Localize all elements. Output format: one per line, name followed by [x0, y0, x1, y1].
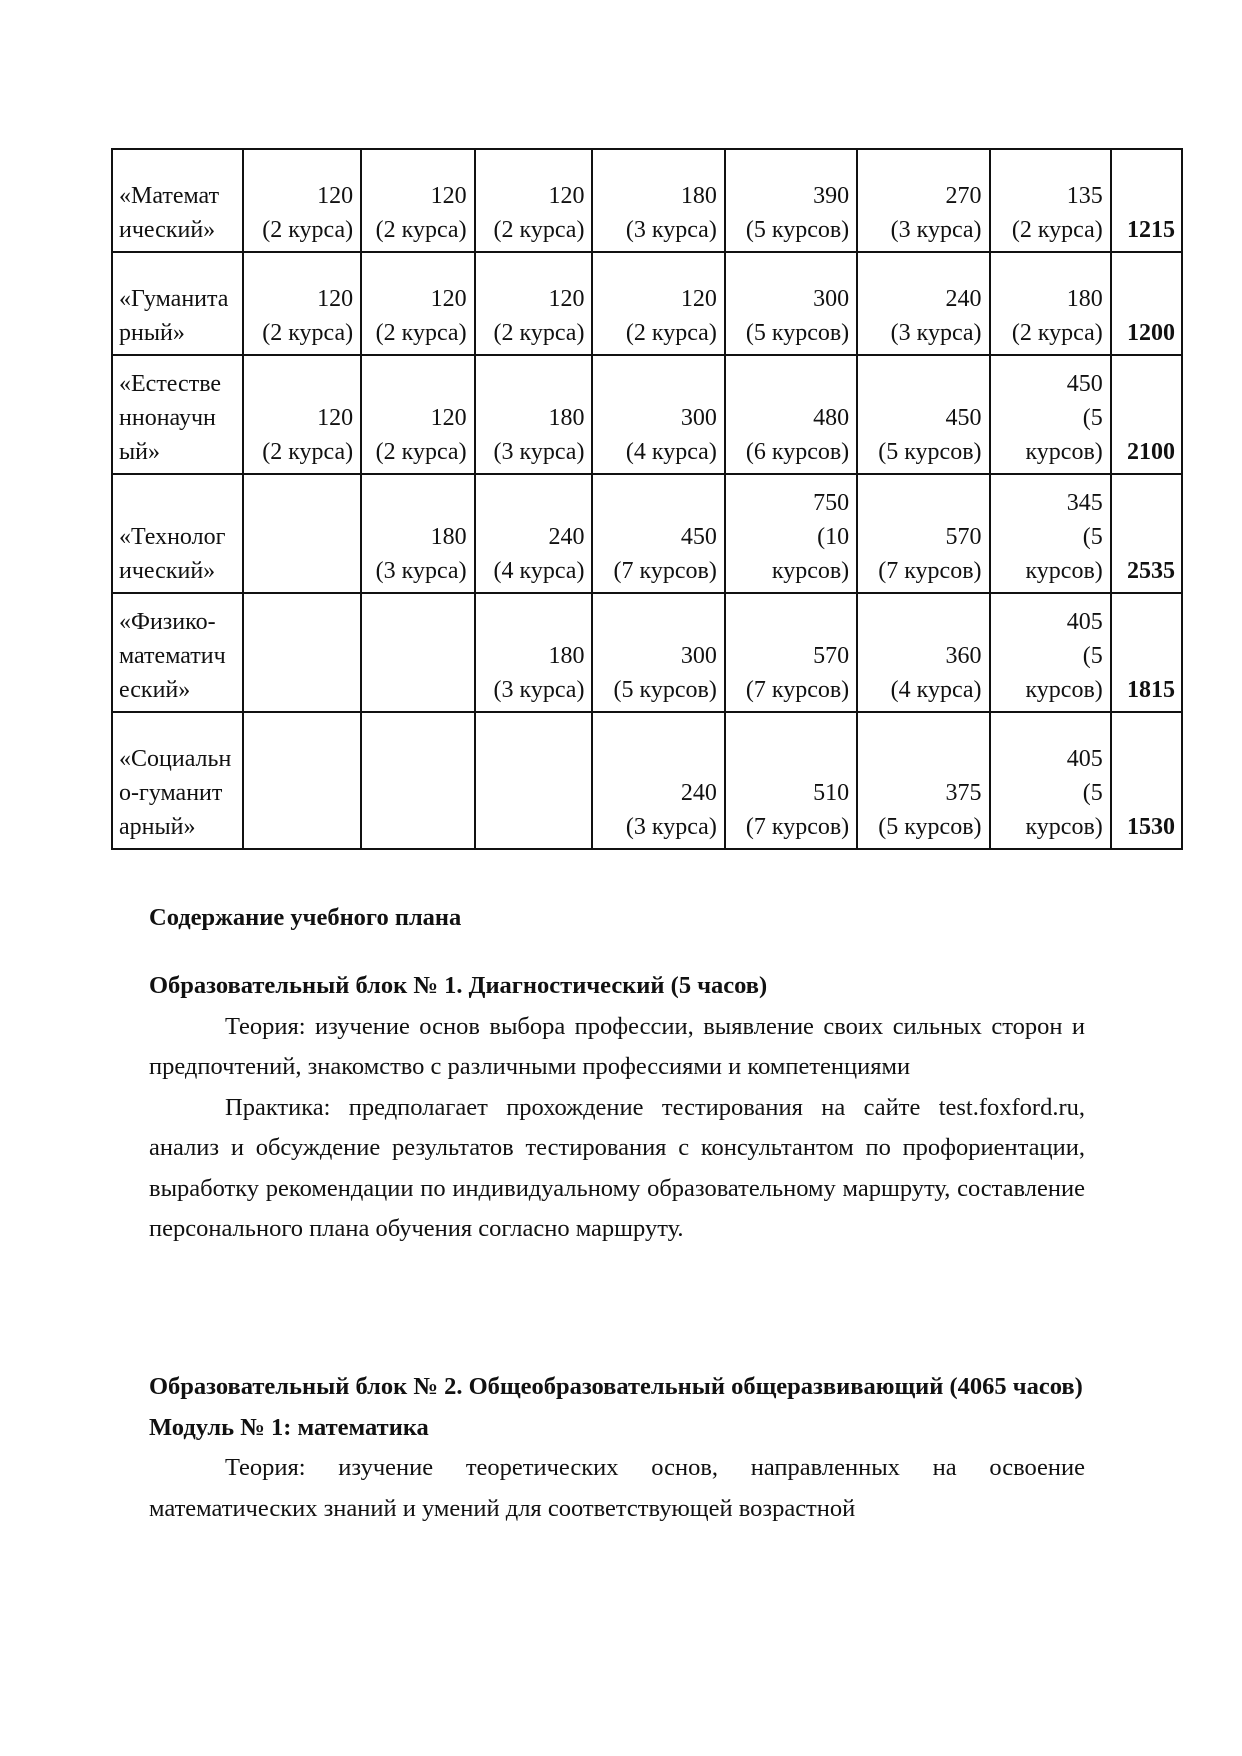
courses-count: (2 курса) [625, 320, 717, 346]
hours-value: 405 [1066, 746, 1103, 772]
hours-cell [592, 474, 724, 593]
courses-count: курсов) [771, 558, 850, 584]
hours-cell [475, 149, 593, 252]
profile-name-line: «Технолог [119, 524, 226, 550]
module1-title: Модуль № 1: математика [149, 1413, 429, 1441]
hours-value: 180 [548, 405, 585, 431]
hours-cell [243, 712, 361, 849]
courses-count: (2 курса) [262, 320, 354, 346]
hours-cell [725, 355, 857, 474]
section-title: Содержание учебного плана [149, 904, 462, 931]
hours-cell [361, 355, 474, 474]
hours-value: 120 [430, 405, 467, 431]
courses-count: курсов) [1025, 439, 1103, 465]
courses-count: курсов) [1025, 558, 1103, 584]
block1-title: Образовательный блок № 1. Диагностический (5 часов) [149, 972, 768, 999]
profile-name-line: ый» [119, 439, 160, 465]
hours-value: 480 [813, 405, 850, 431]
block2-section [149, 1367, 1085, 1529]
hours-cell [475, 355, 593, 474]
hours-cell [592, 355, 724, 474]
hours-cell [475, 474, 593, 593]
hours-cell [243, 474, 361, 593]
hours-value: 120 [430, 286, 467, 312]
hours-cell [725, 474, 857, 593]
hours-value: 375 [945, 780, 982, 806]
table-row [112, 474, 1182, 593]
hours-value: 180 [430, 524, 467, 550]
profile-name-line: «Математ [119, 183, 220, 209]
hours-value: 180 [1066, 286, 1103, 312]
courses-count: (7 курсов) [745, 814, 850, 840]
hours-cell [592, 149, 724, 252]
hours-cell [243, 252, 361, 355]
courses-count: (5 [1082, 405, 1103, 431]
total-hours-cell: 1200 [1111, 252, 1182, 355]
hours-cell [592, 712, 724, 849]
hours-cell [475, 593, 593, 712]
hours-cell [243, 355, 361, 474]
hours-cell [475, 712, 593, 849]
hours-value: 120 [430, 183, 467, 209]
courses-count: (2 курса) [1011, 320, 1103, 346]
courses-count: (2 курса) [1011, 217, 1103, 243]
hours-cell [725, 593, 857, 712]
courses-count: (2 курса) [262, 217, 354, 243]
hours-cell [990, 355, 1111, 474]
hours-cell [857, 149, 989, 252]
hours-value: 120 [317, 286, 354, 312]
hours-cell [475, 252, 593, 355]
hours-cell [361, 712, 474, 849]
curriculum-table-body [112, 149, 1182, 849]
hours-cell [857, 355, 989, 474]
courses-count: (2 курса) [375, 439, 467, 465]
hours-value: 300 [680, 405, 717, 431]
table-row [112, 712, 1182, 849]
courses-count: (3 курса) [375, 558, 467, 584]
hours-cell [857, 252, 989, 355]
profile-name-line: о-гуманит [119, 780, 223, 806]
profile-name-line: «Естестве [119, 371, 222, 397]
courses-count: (3 курса) [890, 320, 982, 346]
courses-count: (4 курса) [625, 439, 717, 465]
courses-count: (5 [1082, 524, 1103, 550]
hours-value: 405 [1066, 609, 1103, 635]
profile-name-cell [112, 474, 243, 593]
courses-count: (5 [1082, 780, 1103, 806]
block2-title: Образовательный блок № 2. Общеобразовательный общеразвивающий (4065 часов) [149, 1373, 1083, 1400]
profile-name-cell [112, 593, 243, 712]
hours-value: 240 [945, 286, 982, 312]
profile-name-cell [112, 355, 243, 474]
courses-count: (4 курса) [890, 677, 982, 703]
hours-cell [725, 149, 857, 252]
table-row [112, 252, 1182, 355]
courses-count: (5 [1082, 643, 1103, 669]
courses-count: (6 курсов) [745, 439, 850, 465]
total-hours-cell: 1215 [1111, 149, 1182, 252]
hours-value: 510 [813, 780, 850, 806]
hours-value: 570 [813, 643, 850, 669]
curriculum-table [111, 148, 1183, 850]
courses-count: (2 курса) [493, 320, 585, 346]
profile-name-line: рный» [119, 320, 185, 346]
table-row [112, 355, 1182, 474]
hours-cell [990, 593, 1111, 712]
courses-count: (5 курсов) [745, 217, 850, 243]
profile-name-line: ннонаучн [119, 405, 216, 431]
table-row [112, 149, 1182, 252]
hours-cell [361, 474, 474, 593]
courses-count: (7 курсов) [613, 558, 717, 584]
hours-cell [990, 474, 1111, 593]
total-hours-cell: 2535 [1111, 474, 1182, 593]
hours-value: 300 [680, 643, 717, 669]
hours-value: 750 [813, 490, 850, 516]
profile-name-cell [112, 149, 243, 252]
hours-value: 450 [1066, 371, 1103, 397]
profile-name-line: еский» [119, 677, 191, 703]
courses-count: (7 курсов) [745, 677, 850, 703]
hours-cell [725, 712, 857, 849]
courses-count: (2 курса) [262, 439, 354, 465]
courses-count: курсов) [1025, 814, 1103, 840]
hours-value: 120 [317, 183, 354, 209]
hours-value: 135 [1066, 183, 1103, 209]
hours-value: 450 [945, 405, 982, 431]
courses-count: (3 курса) [493, 439, 585, 465]
courses-count: (4 курса) [493, 558, 585, 584]
hours-cell [361, 593, 474, 712]
total-hours-cell: 2100 [1111, 355, 1182, 474]
hours-cell [857, 712, 989, 849]
total-hours-cell: 1530 [1111, 712, 1182, 849]
courses-count: (5 курсов) [878, 814, 982, 840]
hours-cell [990, 252, 1111, 355]
hours-value: 120 [548, 183, 585, 209]
hours-value: 270 [945, 183, 982, 209]
block1-practice: Практика: предполагает прохождение тестирования на сайте test.foxford.ru, анализ и обсуждение результатов тестирования с консультантом по профориентации, выработку рекомендации по индивидуальному образовательному маршруту, составление персонального плана обучения согласно маршруту. [149, 1093, 1085, 1242]
hours-cell [990, 712, 1111, 849]
block1-section [149, 966, 1085, 1250]
profile-name-cell [112, 252, 243, 355]
hours-cell [361, 149, 474, 252]
courses-count: (5 курсов) [613, 677, 717, 703]
courses-count: (10 [817, 524, 850, 550]
block1-theory: Теория: изучение основ выбора профессии, выявление своих сильных сторон и предпочтений, знакомство с различными профессиями и компетенциями [149, 1012, 1085, 1080]
profile-name-line: ический» [119, 217, 216, 243]
section-title-block [149, 898, 1085, 939]
profile-name-cell [112, 712, 243, 849]
profile-name-line: «Гуманита [119, 286, 229, 312]
courses-count: (3 курса) [493, 677, 585, 703]
hours-value: 180 [680, 183, 717, 209]
profile-name-line: математич [119, 643, 226, 669]
courses-count: (3 курса) [625, 814, 717, 840]
courses-count: (7 курсов) [878, 558, 982, 584]
hours-value: 240 [548, 524, 585, 550]
hours-value: 120 [548, 286, 585, 312]
hours-value: 120 [680, 286, 717, 312]
profile-name-line: «Социальн [119, 746, 232, 772]
hours-value: 450 [680, 524, 717, 550]
courses-count: (3 курса) [890, 217, 982, 243]
profile-name-line: ический» [119, 558, 216, 584]
courses-count: (3 курса) [625, 217, 717, 243]
hours-value: 390 [813, 183, 850, 209]
hours-cell [592, 252, 724, 355]
total-hours-cell: 1815 [1111, 593, 1182, 712]
hours-value: 345 [1066, 490, 1103, 516]
courses-count: (5 курсов) [745, 320, 850, 346]
hours-cell [361, 252, 474, 355]
hours-cell [857, 593, 989, 712]
hours-cell [243, 149, 361, 252]
courses-count: (5 курсов) [878, 439, 982, 465]
hours-value: 360 [945, 643, 982, 669]
courses-count: (2 курса) [375, 320, 467, 346]
hours-value: 240 [680, 780, 717, 806]
profile-name-line: арный» [119, 814, 196, 840]
profile-name-line: «Физико- [119, 609, 216, 635]
courses-count: курсов) [1025, 677, 1103, 703]
courses-count: (2 курса) [493, 217, 585, 243]
hours-value: 570 [945, 524, 982, 550]
module1-theory: Теория: изучение теоретических основ, направленных на освоение математических знаний и умений для соответствующей возрастной [149, 1454, 1085, 1522]
hours-cell [592, 593, 724, 712]
courses-count: (2 курса) [375, 217, 467, 243]
hours-cell [243, 593, 361, 712]
table-row [112, 593, 1182, 712]
hours-cell [725, 252, 857, 355]
hours-value: 300 [813, 286, 850, 312]
hours-value: 120 [317, 405, 354, 431]
hours-value: 180 [548, 643, 585, 669]
hours-cell [990, 149, 1111, 252]
hours-cell [857, 474, 989, 593]
